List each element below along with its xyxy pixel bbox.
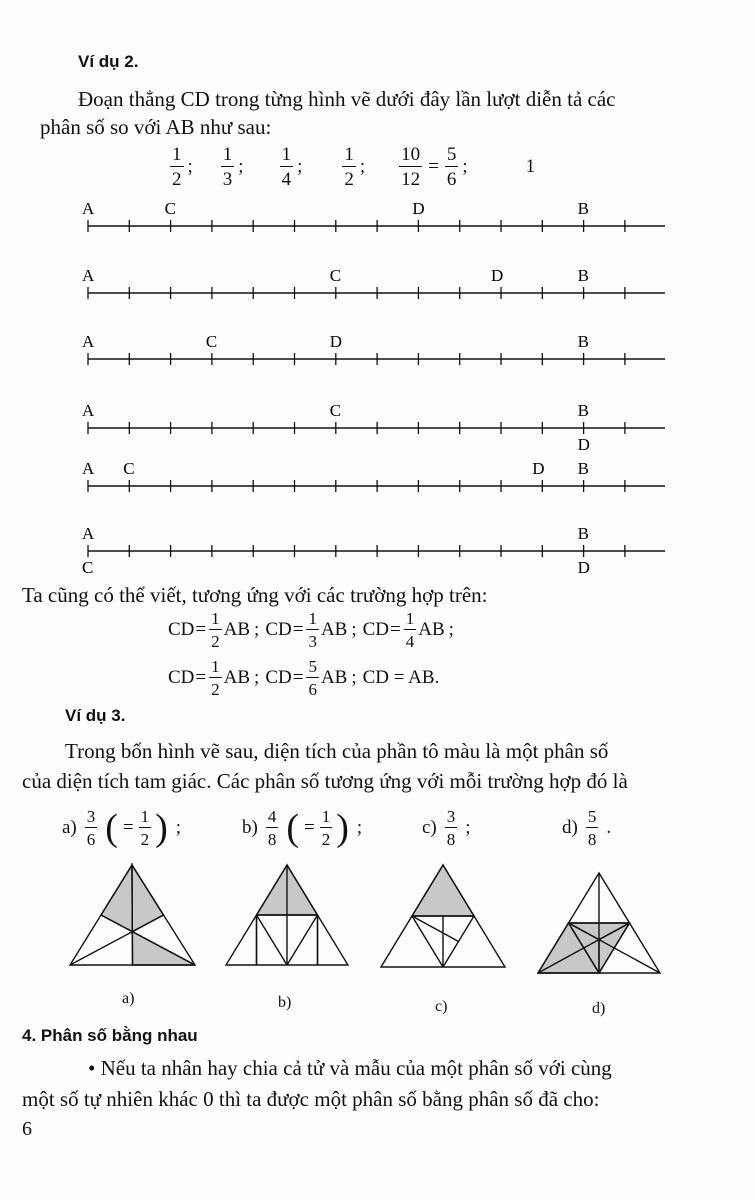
fraction-denominator: 3 [308, 632, 317, 651]
case-fraction [266, 808, 279, 848]
separator: ; [187, 156, 193, 177]
equation-row-2 [168, 653, 439, 703]
paren-close: ) [155, 807, 168, 849]
separator: ; [254, 619, 260, 640]
fraction-numerator: 1 [405, 609, 415, 628]
point-label-c: C [205, 332, 218, 351]
point-label-d: D [412, 199, 425, 218]
fraction-denominator: 6 [308, 680, 317, 699]
separator: ; [297, 156, 303, 177]
fraction-2 [221, 145, 235, 189]
fraction-numerator: 1 [211, 609, 220, 628]
fraction-simplified [445, 145, 459, 189]
section4-line1-text: Nếu ta nhân hay chia cả tử và mẫu của một phân số với cùng [100, 1056, 612, 1080]
fraction-numerator: 1 [140, 807, 150, 826]
case-label: a) [62, 817, 77, 838]
equals-sign: = [428, 156, 439, 177]
fraction-numerator: 1 [321, 807, 331, 826]
point-label-d: D [577, 435, 590, 454]
point-label-c: C [164, 199, 176, 218]
case-label: d) [562, 817, 578, 838]
fraction-numerator: 1 [211, 657, 220, 676]
separator: ; [238, 156, 244, 177]
ab-label: AB [320, 667, 348, 688]
example2-intro-line2: phân số so với AB như sau: [40, 115, 272, 139]
figure-label-a: a) [122, 990, 135, 1007]
fraction-denominator: 4 [281, 169, 292, 190]
number-lines-figure [0, 190, 755, 580]
fraction-numerator: 10 [401, 144, 421, 165]
shaded-region [101, 865, 132, 932]
figure-label-c: c) [435, 998, 448, 1015]
coefficient-fraction [306, 658, 319, 698]
fraction-denominator: 8 [587, 830, 597, 849]
example2-intro-line1: Đoạn thẳng CD trong từng hình vẽ dưới đây lần lượt diễn tả các [78, 87, 616, 111]
ab-label: AB [418, 619, 445, 640]
point-label-b: B [577, 459, 589, 478]
fraction-numerator: 5 [308, 657, 317, 676]
section4-line2: một số tự nhiên khác 0 thì ta được một phân số bằng phân số đã cho: [22, 1087, 600, 1111]
triangle-line [287, 915, 318, 965]
example3-line2: của diện tích tam giác. Các phân số tương ứng với mỗi trường hợp đó là [22, 769, 628, 793]
equals-sign: = [195, 619, 207, 640]
case-a [62, 800, 181, 856]
cd-label: CD [265, 619, 292, 640]
case-label: c) [422, 817, 437, 838]
coefficient-fraction [306, 610, 319, 650]
point-label-a: A [82, 459, 95, 478]
fraction-5 [399, 145, 422, 189]
separator: ; [351, 619, 357, 640]
case-d [562, 800, 611, 856]
point-label-a: A [82, 332, 95, 351]
cd-label: CD [168, 619, 195, 640]
fraction-denominator: 2 [140, 830, 150, 849]
point-label-d: D [329, 332, 343, 351]
coefficient-fraction [209, 658, 222, 698]
case-b [242, 800, 362, 856]
separator: ; [359, 156, 366, 177]
fraction-denominator: 8 [267, 830, 277, 849]
section4-heading: 4. Phân số bằng nhau [22, 1026, 198, 1045]
fraction-numerator: 3 [446, 807, 456, 826]
case-c [422, 800, 471, 856]
point-label-a: A [82, 266, 95, 285]
simplified-fraction [139, 808, 152, 848]
point-label-b: B [577, 266, 589, 285]
case-label: b) [242, 817, 258, 838]
coefficient-fraction [209, 610, 222, 650]
ab-label: AB [223, 619, 251, 640]
example3-heading: Ví dụ 3. [65, 706, 126, 725]
fraction-numerator: 5 [446, 144, 457, 165]
fraction-numerator: 1 [172, 144, 182, 165]
fraction-numerator: 1 [308, 609, 317, 628]
point-label-c: C [123, 459, 135, 478]
fraction-denominator: 8 [446, 830, 456, 849]
ab-label: AB [320, 619, 348, 640]
cd-label: CD [168, 667, 195, 688]
case-fraction [445, 808, 458, 848]
case-fraction [586, 808, 599, 848]
page-number: 6 [22, 1118, 32, 1140]
coefficient-fraction [404, 610, 417, 650]
cd-label: CD [362, 619, 390, 640]
fraction-numerator: 1 [344, 144, 354, 165]
fraction-4 [342, 145, 356, 189]
point-label-d: D [532, 459, 545, 478]
equals-sign: = [303, 817, 315, 838]
fraction-denominator: 6 [446, 169, 457, 190]
separator: ; [465, 817, 471, 838]
figure-label-b: b) [278, 994, 292, 1011]
equals-sign: = [390, 619, 401, 640]
point-label-d: D [577, 558, 590, 577]
separator: ; [254, 667, 260, 688]
equals-sign: = [195, 667, 207, 688]
point-label-d: D [491, 266, 504, 285]
example3-cases [62, 800, 712, 856]
fraction-numerator: 5 [587, 807, 597, 826]
fraction-denominator: 2 [172, 169, 182, 190]
cd-equals-ab: CD = AB. [362, 667, 440, 688]
fraction-denominator: 2 [211, 632, 220, 651]
fraction-denominator: 2 [321, 830, 331, 849]
fraction-list [170, 140, 535, 194]
point-label-c: C [82, 558, 94, 577]
cd-label: CD [265, 667, 292, 688]
simplified-fraction [320, 808, 333, 848]
fraction-1 [170, 145, 184, 189]
equation-row-1 [168, 605, 460, 655]
example2-heading: Ví dụ 2. [78, 52, 139, 71]
also-write-text: Ta cũng có thể viết, tương ứng với các trường hợp trên: [22, 583, 488, 607]
triangle-line [132, 865, 133, 965]
separator: ; [351, 667, 357, 688]
shaded-region [132, 865, 164, 932]
shaded-region [412, 865, 474, 916]
fraction-denominator: 3 [222, 169, 233, 190]
point-label-c: C [329, 401, 342, 420]
fraction-denominator: 2 [344, 169, 354, 190]
triangle-line [412, 916, 443, 967]
point-label-a: A [82, 401, 95, 420]
last-value: 1 [525, 156, 536, 177]
point-label-c: C [329, 266, 342, 285]
paren-open: ( [286, 807, 299, 849]
point-label-b: B [577, 401, 589, 420]
fraction-numerator: 1 [222, 144, 233, 165]
ab-label: AB [223, 667, 251, 688]
section4-line1 [88, 1053, 612, 1083]
fraction-3 [280, 145, 294, 189]
example3-line1: Trong bốn hình vẽ sau, diện tích của phần tô màu là một phân số [65, 739, 609, 763]
point-label-a: A [82, 199, 95, 218]
point-label-b: B [577, 199, 589, 218]
fraction-numerator: 1 [281, 144, 292, 165]
paren-close: ) [336, 807, 349, 849]
paren-open: ( [105, 807, 118, 849]
equals-sign: = [292, 667, 304, 688]
fraction-denominator: 4 [405, 632, 415, 651]
separator: ; [462, 156, 468, 177]
bullet: • [88, 1056, 96, 1080]
fraction-denominator: 12 [401, 169, 421, 190]
separator: ; [175, 817, 182, 838]
fraction-denominator: 2 [211, 680, 220, 699]
equals-sign: = [122, 817, 134, 838]
fraction-numerator: 3 [86, 807, 96, 826]
separator: ; [448, 619, 454, 640]
point-label-b: B [577, 524, 589, 543]
triangles-figure [0, 855, 755, 1025]
separator: . [606, 817, 612, 838]
case-fraction [85, 808, 98, 848]
triangle-line [257, 915, 288, 965]
point-label-b: B [577, 332, 589, 351]
fraction-numerator: 4 [267, 807, 277, 826]
equals-sign: = [292, 619, 304, 640]
point-label-a: A [82, 524, 95, 543]
fraction-denominator: 6 [86, 830, 96, 849]
separator: ; [356, 817, 363, 838]
figure-label-d: d) [592, 1000, 606, 1017]
